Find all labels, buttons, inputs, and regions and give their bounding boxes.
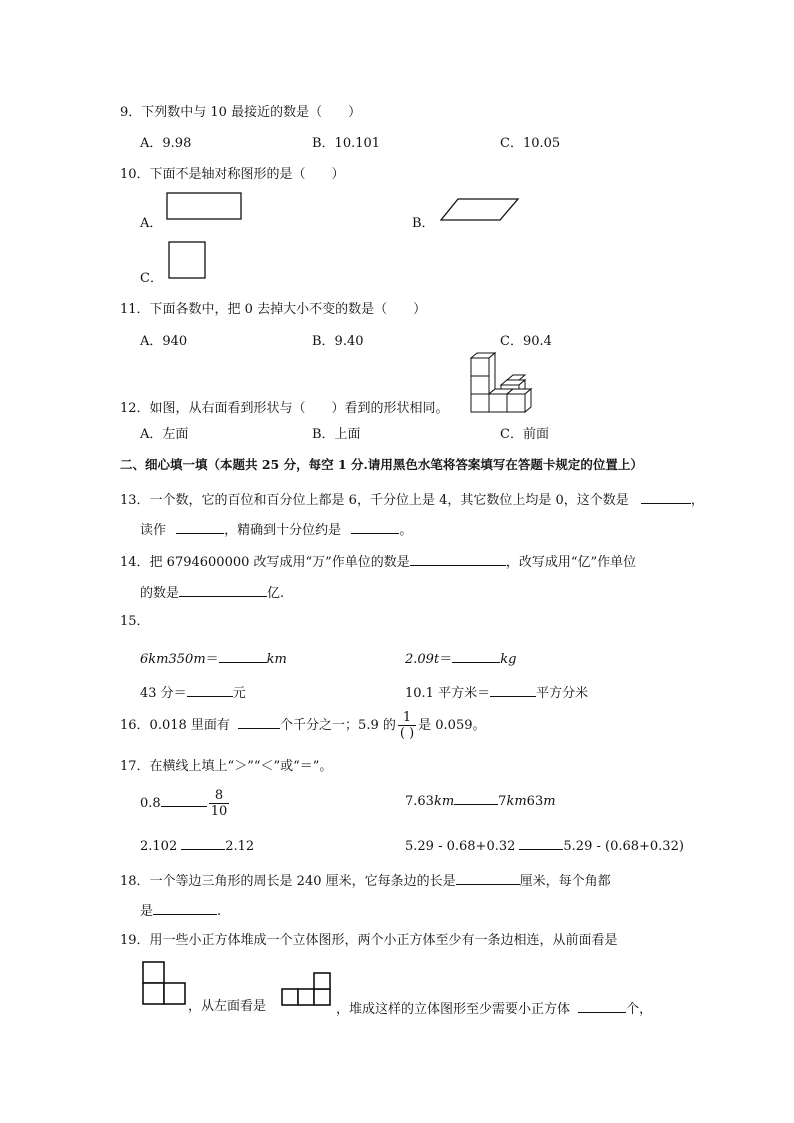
q16-frac-num: 1	[398, 710, 416, 726]
q12-option-a[interactable]: A．左面	[140, 427, 189, 442]
q17-r1b-right: 7	[498, 794, 507, 809]
q14-text-c: 的数是	[140, 586, 180, 601]
q18-text-b: 厘米，每个角都	[519, 874, 611, 889]
q13-line2	[140, 519, 412, 540]
q19-line1: 19．用一些小正方体堆成一个立体图形，两个小正方体至少有一条边相连，从前面看是	[120, 933, 618, 948]
q18-text-d: .	[217, 904, 222, 919]
q15-r1a-num: 6	[140, 652, 149, 667]
section-2-heading: 二、细心填一填（本题共 25 分，每空 1 分.请用黑色水笔将答案填写在答题卡规定的位置上）	[120, 457, 643, 472]
q14-blank-yi[interactable]	[179, 582, 267, 597]
q19-text-c: 个，	[626, 1002, 653, 1017]
q18-text-a: 18．一个等边三角形的周长是 240 厘米，它每条边的长是	[120, 874, 456, 889]
q12-stem: 12．如图，从右面看到形状与（ ）看到的形状相同。	[120, 401, 449, 416]
q13-blank-reading[interactable]	[176, 519, 224, 534]
q13-text: 13．一个数，它的百位和百分位上都是 6，千分位上是 4，其它数位上均是 0，这个数是	[120, 493, 629, 508]
q15-r1b-blank[interactable]	[452, 648, 500, 663]
cube-stack-figure	[470, 356, 532, 414]
q17-r2b-right: 5.29 - (0.68+0.32)	[563, 839, 684, 854]
q15-r1a-blank[interactable]	[219, 648, 267, 663]
q18-blank-angle[interactable]	[153, 900, 217, 915]
q17-r1a-blank[interactable]	[161, 792, 207, 807]
q13-round-label: ，精确到十分位约是	[224, 523, 342, 538]
q14-line1	[120, 551, 636, 572]
q14-blank-wan[interactable]	[410, 551, 506, 566]
q17-r2b-left: 5.29 - 0.68+0.32	[405, 839, 516, 854]
q15-row2-b	[405, 682, 588, 703]
q16-post: 是 0.059。	[418, 718, 486, 733]
q15-row2-a	[140, 682, 246, 703]
q17-r1b-right2: 63	[526, 794, 544, 809]
q16-line	[120, 710, 486, 741]
q11-option-c[interactable]: C．90.4	[500, 334, 552, 349]
q15-r1b-num: 2.09	[405, 652, 434, 667]
q17-r1b-blank[interactable]	[454, 790, 498, 805]
q12-option-c[interactable]: C．前面	[500, 427, 549, 442]
q13-read-label: 读作	[140, 523, 167, 538]
q17-r2a-right: 2.12	[225, 839, 255, 854]
left-view-figure	[281, 972, 335, 1008]
q19-line2	[336, 998, 652, 1019]
q13-blank-number[interactable]	[641, 489, 691, 504]
q18-text-c: 是	[140, 904, 154, 919]
q17-stem: 17．在横线上填上“＞”“＜”或“＝”。	[120, 759, 333, 774]
q15-r2b-blank[interactable]	[490, 682, 536, 697]
q10-option-a[interactable]: A．	[140, 216, 163, 231]
q17-r1a-frac-num: 8	[209, 788, 230, 804]
q15-r1b-eq: ＝	[439, 652, 453, 667]
q17-r1a-fraction	[209, 788, 230, 819]
q17-r1b-unit-km: km	[433, 794, 455, 809]
q15-r1b-unit-t: t	[433, 652, 440, 667]
q19-blank-count[interactable]	[578, 998, 626, 1013]
q17-r1b-unit-m: m	[543, 794, 556, 809]
q10-option-c[interactable]: C．	[140, 271, 163, 286]
q11-stem: 11．下面各数中，把 0 去掉大小不变的数是（ ）	[120, 302, 427, 317]
q9-option-b[interactable]: B．10.101	[312, 136, 381, 151]
front-view-figure	[142, 961, 188, 1007]
q13-comma: ，	[690, 493, 704, 508]
rectangle-figure	[166, 192, 244, 222]
q19-line2-a: ，从左面看是	[188, 999, 267, 1014]
q9-option-a[interactable]: A．9.98	[140, 136, 192, 151]
q16-frac-den[interactable]: ( )	[399, 726, 415, 741]
q15-r2b-pre: 10.1 平方米＝	[405, 686, 491, 701]
q15-r2b-post: 平方分米	[536, 686, 589, 701]
q12-option-b[interactable]: B．上面	[312, 427, 361, 442]
q15-r1a-unit-km: km	[148, 652, 169, 667]
q15-r2a-blank[interactable]	[187, 682, 233, 697]
q15-r1a-unit-m: m	[193, 652, 206, 667]
q11-option-b[interactable]: B．9.40	[312, 334, 364, 349]
q17-row1-a	[140, 788, 231, 819]
q18-line1	[120, 870, 611, 891]
q16-fraction	[398, 710, 416, 741]
q17-r1b-left: 7.63	[405, 794, 434, 809]
q17-r2a-left: 2.102	[140, 839, 178, 854]
parallelogram-figure	[440, 198, 520, 222]
q9-stem: 9．下列数中与 10 最接近的数是（ ）	[120, 105, 362, 120]
q15-row1-b	[405, 648, 516, 669]
q14-text-a: 14．把 6794600000 改写成用“万”作单位的数是	[120, 555, 410, 570]
q14-text-b: ，改写成用“亿”作单位	[505, 555, 637, 570]
q18-blank-side[interactable]	[456, 870, 520, 885]
q15-r1a-num2: 350	[168, 652, 194, 667]
square-figure	[168, 241, 208, 281]
q13-blank-rounded[interactable]	[351, 519, 399, 534]
q9-option-c[interactable]: C．10.05	[500, 136, 561, 151]
q15-r2a-post: 元	[232, 686, 246, 701]
q10-option-b[interactable]: B．	[412, 216, 435, 231]
q17-r2b-blank[interactable]	[519, 835, 563, 850]
q13-line1	[120, 489, 704, 510]
q13-period: 。	[399, 523, 413, 538]
q14-text-d: 亿.	[267, 586, 285, 601]
q17-row2-a	[140, 835, 254, 856]
q11-option-a[interactable]: A．940	[140, 334, 188, 349]
q17-row2-b	[405, 835, 684, 856]
q15-row1-a	[140, 648, 287, 669]
q17-r1a-left: 0.8	[140, 796, 161, 811]
q14-line2	[140, 582, 284, 603]
q19-text-b: ，堆成这样的立体图形至少需要小正方体	[336, 1002, 571, 1017]
q15-label: 15．	[120, 614, 150, 629]
q15-r2a-pre: 43 分＝	[140, 686, 187, 701]
q17-row1-b	[405, 790, 556, 811]
q16-mid: 个千分之一；5.9 的	[280, 718, 396, 733]
q17-r1b-unit-km2: km	[506, 794, 527, 809]
q15-r1b-unit-kg: kg	[500, 652, 517, 667]
q16-pre: 16．0.018 里面有	[120, 718, 230, 733]
q10-stem: 10．下面不是轴对称图形的是（ ）	[120, 167, 345, 182]
q15-r1a-eq: ＝	[205, 652, 219, 667]
q17-r1a-frac-den: 10	[210, 804, 228, 819]
q16-blank[interactable]	[238, 714, 280, 729]
q17-r2a-blank[interactable]	[181, 835, 225, 850]
q15-r1a-unit: km	[266, 652, 287, 667]
q18-line2	[140, 900, 221, 921]
